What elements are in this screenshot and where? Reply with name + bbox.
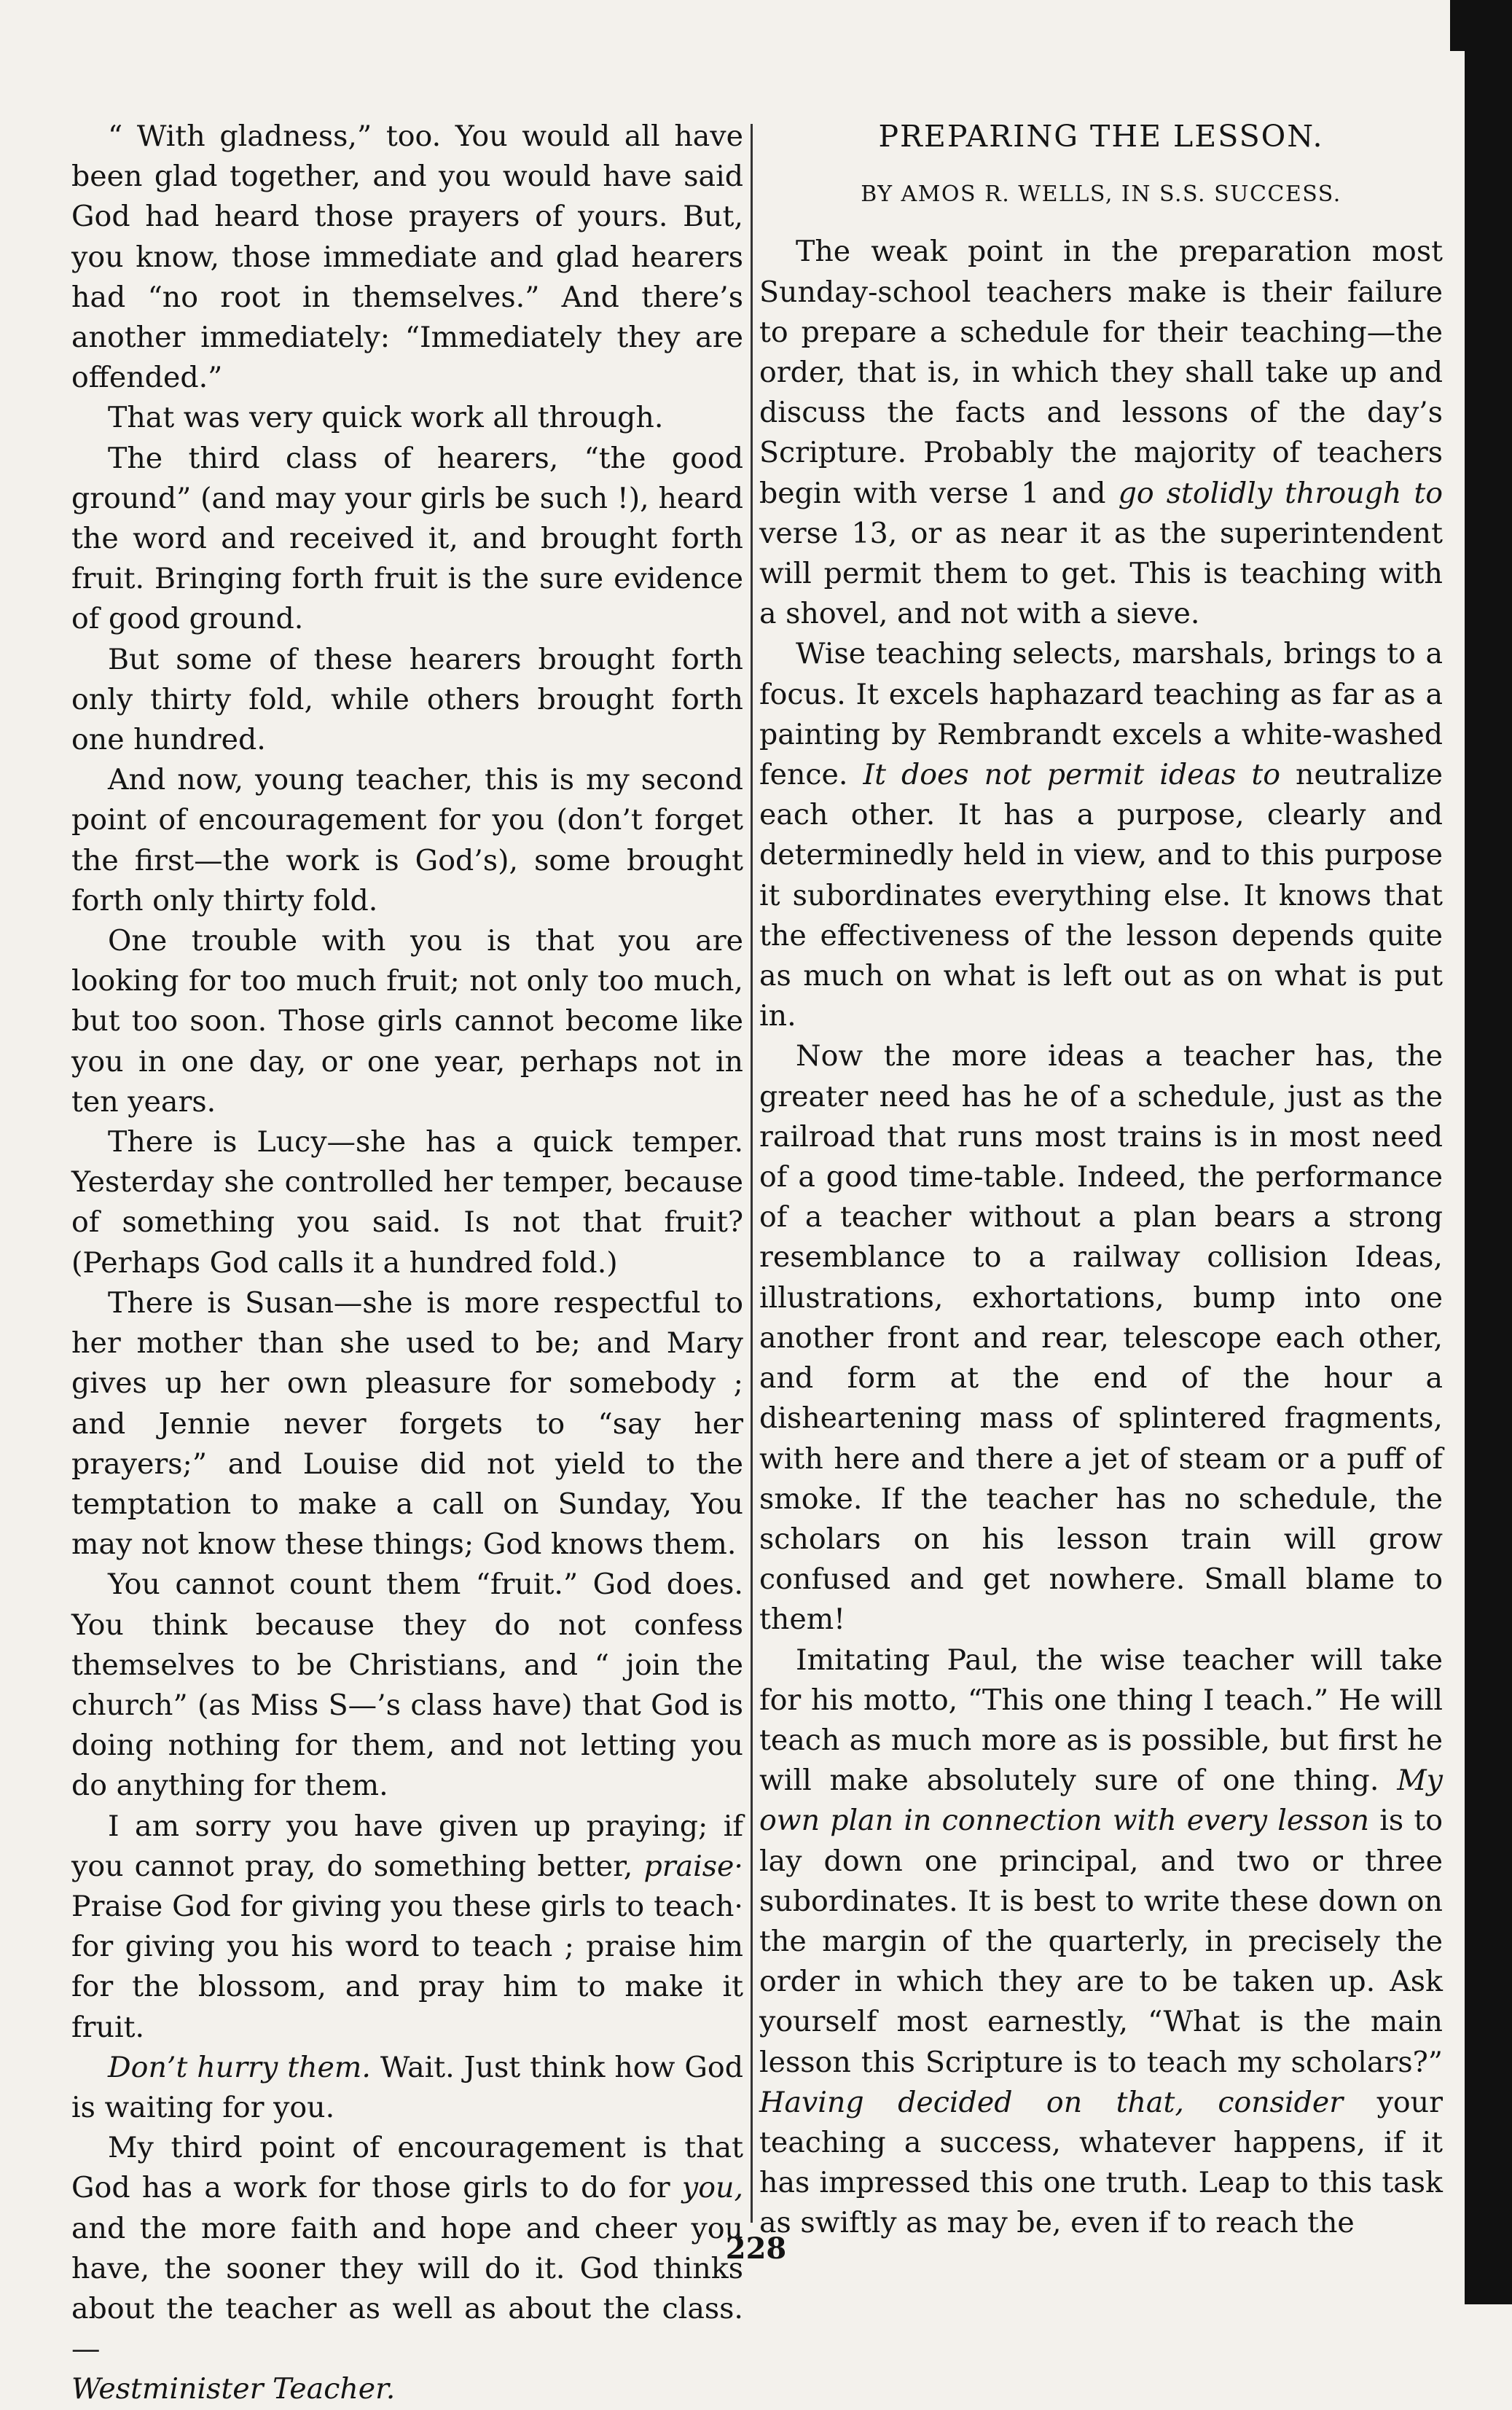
left-paragraph-4: But some of these hearers brought forth only thirty fold, while others brought forth one hundred. [71,642,743,757]
verse-13-text: verse 13, or as near it as the superintendent will permit them to get. This is teaching with a shovel, and not with a sieve. [759,516,1443,631]
scan-edge-bar [1465,0,1512,2304]
own-plan-italic: My own plan in connection with every lesson [759,1764,1443,1838]
column-divider [751,124,753,2223]
article-heading: PREPARING THE LESSON. [878,119,1324,154]
ideas-italic: It does not permit ideas to [863,758,1280,792]
praise-god-text: Praise God for giving you these girls to teach· for giving you his word to teach ; praise him for the blossom, and pray him to make it fruit. [71,1889,743,2044]
right-column [759,117,1443,2244]
left-paragraph-10 [71,1807,743,2048]
praying-text: I am sorry you have given up praying; if you cannot pray, do something better, [71,1809,743,1883]
third-point-text: My third point of encouragement is that God has a work for those girls to do for [71,2131,743,2205]
lay-down-text: is to lay down one principal, and two or three subordinates. It is best to write these down on the margin of the quarterly, in precisely the order in which they are to be taken up. Ask yourself most earnestly, “What is the main lesson this Scripture is to teach my scholars?” [759,1804,1443,2079]
left-paragraph-5: And now, young teacher, this is my second point of encouragement for you (don’t forget the first—the work is God’s), some brought forth only thirty fold. [71,763,743,918]
wait-text: Wait. Just think how God is waiting for you. [71,2050,743,2124]
scan-edge-notch [1450,0,1470,51]
right-paragraph-4 [759,1640,1443,2244]
having-decided-italic: Having decided on that, consider [759,2085,1344,2119]
faith-hope-text: and the more faith and hope and cheer you have, the sooner they will do it. God thinks about the teacher as well as about the class.— [71,2211,743,2366]
imitating-paul-text: Imitating Paul, the wise teacher will take for his motto, “This one thing I teach.” He will teach as much more as is possible, but first he will make absolutely sure of one thing. [759,1643,1443,1798]
left-paragraph-7: There is Lucy—she has a quick temper. Yesterday she controlled her temper, because of something you said. Is not that fruit? (Perhaps God calls it a hundred fold.) [71,1125,743,1280]
left-column [71,117,743,2410]
left-paragraph-11 [71,2048,743,2128]
right-paragraph-1 [759,232,1443,634]
stolidly-italic: go stolidly through to [1118,476,1443,510]
article-byline: BY AMOS R. WELLS, IN S.S. SUCCESS. [861,181,1341,208]
source-attribution [71,2369,743,2409]
page-number: 228 [725,2231,787,2266]
dont-hurry-italic: Don’t hurry them. [108,2050,371,2084]
left-paragraph-2: That was very quick work all through. [108,401,664,435]
success-text: your teaching a success, whatever happens, if it has impressed this one truth. Leap to this task as swiftly as may be, even if to reach the [759,2085,1443,2240]
source-italic: Westminister Teacher. [71,2372,396,2406]
neutralize-text: neutralize each other. It has a purpose, clearly and determinedly held in view, and to this purpose it subordinates everything else. It knows that the effectiveness of the lesson depends quite as much on what is left out as on what is put in. [759,758,1444,1033]
you-italic: you, [681,2171,743,2205]
right-paragraph-3: Now the more ideas a teacher has, the greater need has he of a schedule, just as the railroad that runs most trains is in most need of a good time-table. Indeed, the performance of a teacher without a plan bears a strong resemblance to a railway collision Ideas, illustrations, exhortations, bump into one another front and rear, telescope each other, and form at the end of the hour a disheartening mass of splintered fragments, with here and there a jet of steam or a puff of smoke. If the teacher has no schedule, the scholars on his lesson train will grow confused and get nowhere. Small blame to them! [759,1039,1443,1637]
left-paragraph-9: You cannot count them “fruit.” God does. You think because they do not confess themselves to be Christians, and “ join the church” (as Miss S—’s class have) that God is doing nothing for them, and not letting you do anything for them. [71,1568,743,1803]
wise-teaching-text: Wise teaching selects, marshals, brings to a focus. It excels haphazard teaching as far as a painting by Rembrandt excels a white-washed fence. [759,637,1443,792]
weak-point-text: The weak point in the preparation most Sunday-school teachers make is their failure to prepare a schedule for their teaching—the order, that is, in which they shall take up and discuss the facts and lessons of the day’s Scripture. Probably the majority of teachers begin with verse 1 and [759,235,1443,510]
left-paragraph-8: There is Susan—she is more respectful to her mother than she used to be; and Mary gives up her own pleasure for somebody ; and Jennie never forgets to “say her prayers;” and Louise did not yield to the temptation to make a call on Sunday, You may not know these things; God knows them. [71,1286,743,1562]
praise-italic: praise· [643,1849,743,1883]
left-paragraph-3: The third class of hearers, “the good ground” (and may your girls be such !), heard the word and received it, and brought forth fruit. Bringing forth fruit is the sure evidence of good ground. [71,441,743,636]
left-paragraph-6: One trouble with you is that you are looking for too much fruit; not only too much, but too soon. Those girls cannot become like you in one day, or one year, perhaps not in ten years. [71,924,743,1119]
right-paragraph-2 [759,634,1443,1036]
left-paragraph-1: “ With gladness,” too. You would all have been glad together, and you would have said God had heard those prayers of yours. But, you know, those immediate and glad hearers had “no root in themselves.” And there’s another immediately: “Immediately they are offended.” [71,120,743,395]
